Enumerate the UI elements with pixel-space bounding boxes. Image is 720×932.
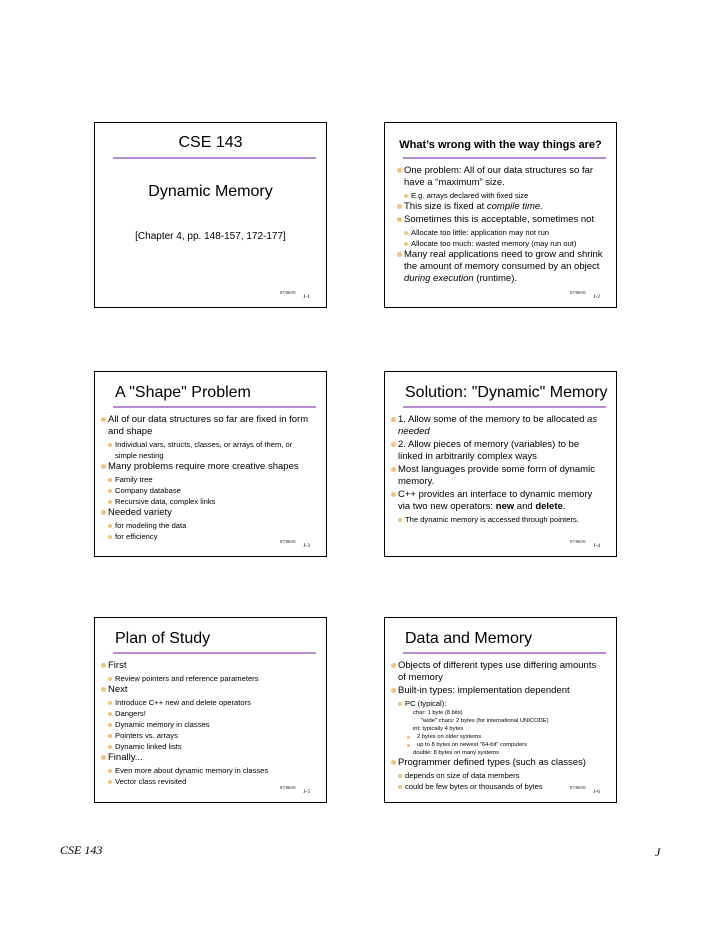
sub-bullet: depends on size of data members — [391, 770, 606, 781]
slide-2 — [384, 122, 617, 308]
detail-line: int: typically 4 bytes — [413, 726, 464, 732]
slide-6 — [384, 617, 617, 803]
bullet: 1. Allow some of the memory to be allocated as needed — [391, 414, 606, 438]
sub-bullet: Allocate too little: application may not run — [397, 227, 606, 238]
slide-reference: [Chapter 4, pp. 148-157, 172-177] — [135, 231, 286, 242]
sub-bullet: could be few bytes or thousands of bytes — [391, 781, 606, 792]
sub-bullet: Allocate too much: wasted memory (may run out) — [397, 238, 606, 249]
slide-title: Plan of Study — [115, 630, 211, 647]
slide-number: J-4 — [593, 543, 600, 549]
bullet: Sometimes this is acceptable, sometimes not — [397, 214, 606, 226]
title-rule — [113, 406, 316, 408]
sub-bullet: PC (typical): — [391, 698, 606, 709]
slide-body — [101, 660, 316, 787]
slide-number: J-6 — [593, 789, 600, 795]
slide-title: CSE 143 — [178, 134, 243, 151]
slide-title: Solution: "Dynamic" Memory — [405, 384, 608, 401]
sub-bullet: Individual vars, structs, classes, or arrays of them, or simple nesting — [101, 439, 316, 461]
sub-bullet: Company database — [101, 485, 316, 496]
title-rule — [403, 157, 606, 159]
title-rule — [403, 652, 606, 654]
page-footer-course: CSE 143 — [60, 843, 103, 857]
sub-bullet: E.g. arrays declared with fixed size — [397, 190, 606, 201]
title-rule — [113, 157, 316, 159]
sub-bullet: Dynamic linked lists — [101, 741, 316, 752]
slide-body — [391, 414, 606, 525]
page-footer-section: J — [655, 845, 661, 859]
bullet: First — [101, 660, 316, 672]
title-rule — [403, 406, 606, 408]
detail-line: char: 1 byte (8 bits) — [413, 710, 463, 716]
slide-body — [101, 414, 316, 542]
sub-bullet: Recursive data, complex links — [101, 496, 316, 507]
sub-bullet: Even more about dynamic memory in classes — [101, 765, 316, 776]
sub-bullet: for modeling the data — [101, 520, 316, 531]
sub-bullet: The dynamic memory is accessed through pointers. — [391, 514, 606, 525]
detail-line: up to 8 bytes on newest "64-bit" computers — [391, 741, 606, 749]
slide-date: 07/06/01 — [279, 785, 296, 790]
sub-bullet: Dangers! — [101, 708, 316, 719]
slide-date: 07/06/01 — [279, 539, 296, 544]
slide-number: J-1 — [303, 294, 310, 300]
detail-line: double: 8 bytes on many systems — [413, 750, 500, 756]
slide-subtitle: Dynamic Memory — [148, 183, 273, 200]
slide-1 — [94, 122, 327, 308]
sub-bullet: Review pointers and reference parameters — [101, 673, 316, 684]
sub-bullet: Family tree — [101, 474, 316, 485]
slide-4 — [384, 371, 617, 557]
slide-number: J-2 — [593, 294, 600, 300]
bullet: Programmer defined types (such as classes) — [391, 757, 606, 769]
bullet: C++ provides an interface to dynamic memory via two new operators: new and delete. — [391, 489, 606, 513]
title-rule — [113, 652, 316, 654]
slide-number: J-5 — [303, 789, 310, 795]
slide-title: What’s wrong with the way things are? — [399, 139, 602, 151]
bullet: All of our data structures so far are fixed in form and shape — [101, 414, 316, 438]
slide-number: J-3 — [303, 543, 310, 549]
slide-title: A "Shape" Problem — [115, 384, 251, 401]
slide-title: Data and Memory — [405, 630, 533, 647]
slide-date: 07/06/01 — [569, 539, 586, 544]
detail-line: 2 bytes on older systems — [391, 733, 606, 741]
slide-date: 07/06/01 — [279, 290, 296, 295]
sub-bullet: Dynamic memory in classes — [101, 719, 316, 730]
slide-date: 07/06/01 — [569, 785, 586, 790]
bullet: Finally... — [101, 752, 316, 764]
bullet: Many problems require more creative shapes — [101, 461, 316, 473]
slide-date: 07/06/01 — [569, 290, 586, 295]
slide-body — [391, 660, 606, 792]
sub-bullet: Introduce C++ new and delete operators — [101, 697, 316, 708]
bullet: Built-in types: implementation dependent — [391, 685, 606, 697]
detail-line: "wide" chars: 2 bytes (for international UNICODE) — [421, 718, 549, 724]
sub-bullet: Pointers vs. arrays — [101, 730, 316, 741]
slide-body — [397, 165, 606, 286]
bullet: Next — [101, 684, 316, 696]
bullet: 2. Allow pieces of memory (variables) to be linked in arbitrarily complex ways — [391, 439, 606, 463]
slide-5 — [94, 617, 327, 803]
bullet: This size is fixed at compile time. — [397, 201, 606, 213]
bullet: Needed variety — [101, 507, 316, 519]
bullet: Objects of different types use differing amounts of memory — [391, 660, 606, 684]
bullet: One problem: All of our data structures so far have a “maximum” size. — [397, 165, 606, 189]
sub-bullet: Vector class revisited — [101, 776, 316, 787]
bullet: Most languages provide some form of dynamic memory. — [391, 464, 606, 488]
bullet: Many real applications need to grow and shrink the amount of memory consumed by an object during execution (runtime). — [397, 249, 606, 285]
sub-bullet: for efficiency — [101, 531, 316, 542]
slide-3 — [94, 371, 327, 557]
